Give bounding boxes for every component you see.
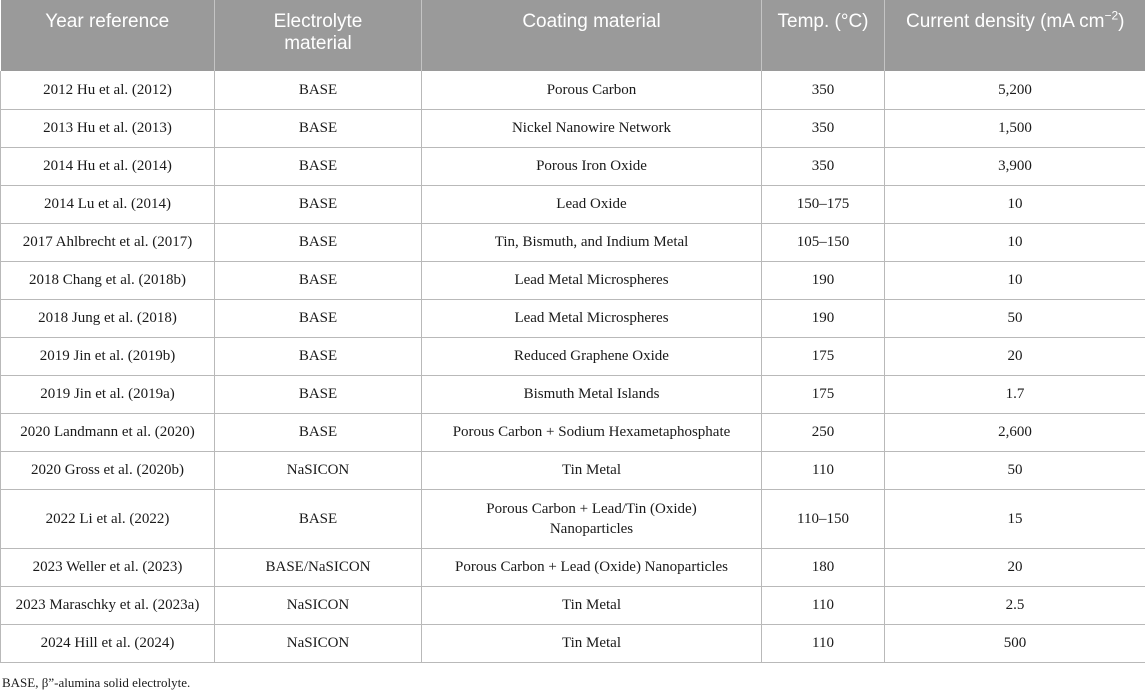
cell-current-density: 1.7 <box>885 375 1145 413</box>
cell-electrolyte: BASE <box>215 109 422 147</box>
cell-current-density: 50 <box>885 299 1145 337</box>
cell-coating: Lead Metal Microspheres <box>422 261 762 299</box>
table-row <box>1 548 1145 586</box>
cell-electrolyte: BASE <box>215 71 422 109</box>
cell-temp: 190 <box>762 261 885 299</box>
cell-current-density: 20 <box>885 548 1145 586</box>
cell-current-density: 3,900 <box>885 147 1145 185</box>
cell-year-reference: 2023 Weller et al. (2023) <box>1 548 215 586</box>
table-row <box>1 71 1145 109</box>
cell-electrolyte: NaSICON <box>215 624 422 662</box>
cell-current-density: 2.5 <box>885 586 1145 624</box>
table-row <box>1 451 1145 489</box>
cell-year-reference: 2014 Lu et al. (2014) <box>1 185 215 223</box>
cell-current-density: 10 <box>885 223 1145 261</box>
cell-year-reference: 2023 Maraschky et al. (2023a) <box>1 586 215 624</box>
cell-coating: Porous Iron Oxide <box>422 147 762 185</box>
header-current-density-label: Current density (mA cm <box>905 11 1105 32</box>
cell-current-density: 1,500 <box>885 109 1145 147</box>
cell-coating: Reduced Graphene Oxide <box>422 337 762 375</box>
cell-year-reference: 2022 Li et al. (2022) <box>1 489 215 548</box>
cell-temp: 175 <box>762 337 885 375</box>
cell-temp: 175 <box>762 375 885 413</box>
cell-current-density: 5,200 <box>885 71 1145 109</box>
cell-current-density: 20 <box>885 337 1145 375</box>
cell-year-reference: 2019 Jin et al. (2019a) <box>1 375 215 413</box>
cell-year-reference: 2024 Hill et al. (2024) <box>1 624 215 662</box>
cell-temp: 150–175 <box>762 185 885 223</box>
table-row <box>1 489 1145 548</box>
cell-electrolyte: BASE <box>215 185 422 223</box>
cell-temp: 250 <box>762 413 885 451</box>
cell-temp: 110 <box>762 624 885 662</box>
cell-electrolyte: BASE <box>215 261 422 299</box>
cell-year-reference: 2019 Jin et al. (2019b) <box>1 337 215 375</box>
cell-current-density: 15 <box>885 489 1145 548</box>
table-row <box>1 109 1145 147</box>
cell-coating: Lead Metal Microspheres <box>422 299 762 337</box>
table-row <box>1 223 1145 261</box>
cell-electrolyte: BASE <box>215 375 422 413</box>
cell-coating: Tin Metal <box>422 586 762 624</box>
cell-electrolyte: BASE <box>215 489 422 548</box>
cell-electrolyte: NaSICON <box>215 451 422 489</box>
cell-electrolyte: BASE <box>215 413 422 451</box>
cell-current-density: 50 <box>885 451 1145 489</box>
table-row <box>1 586 1145 624</box>
cell-temp: 110 <box>762 586 885 624</box>
header-electrolyte: Electrolyte material <box>215 0 422 71</box>
cell-coating: Porous Carbon + Sodium Hexametaphosphate <box>422 413 762 451</box>
table-footnote: BASE, β”-alumina solid electrolyte. <box>2 675 191 690</box>
cell-year-reference: 2018 Chang et al. (2018b) <box>1 261 215 299</box>
cell-coating: Tin Metal <box>422 624 762 662</box>
cell-temp: 350 <box>762 109 885 147</box>
cell-electrolyte: BASE <box>215 223 422 261</box>
cell-current-density: 2,600 <box>885 413 1145 451</box>
header-current-density-close: ) <box>1118 11 1125 32</box>
cell-electrolyte: BASE <box>215 299 422 337</box>
cell-coating: Bismuth Metal Islands <box>422 375 762 413</box>
cell-temp: 190 <box>762 299 885 337</box>
cell-current-density: 500 <box>885 624 1145 662</box>
cell-coating: Porous Carbon + Lead/Tin (Oxide) Nanoparticles <box>422 489 762 548</box>
header-coating: Coating material <box>422 0 762 71</box>
cell-year-reference: 2018 Jung et al. (2018) <box>1 299 215 337</box>
cell-coating: Tin Metal <box>422 451 762 489</box>
cell-electrolyte: BASE <box>215 147 422 185</box>
cell-electrolyte: NaSICON <box>215 586 422 624</box>
table-row <box>1 147 1145 185</box>
cell-year-reference: 2013 Hu et al. (2013) <box>1 109 215 147</box>
cell-current-density: 10 <box>885 185 1145 223</box>
table-row <box>1 624 1145 662</box>
cell-coating: Porous Carbon + Lead (Oxide) Nanoparticles <box>422 548 762 586</box>
header-current-density-exponent: −2 <box>1104 8 1119 23</box>
table-row <box>1 375 1145 413</box>
cell-coating: Nickel Nanowire Network <box>422 109 762 147</box>
header-temp: Temp. (°C) <box>762 0 885 71</box>
cell-electrolyte: BASE/NaSICON <box>215 548 422 586</box>
table-body <box>1 71 1145 662</box>
header-row <box>1 0 1145 71</box>
cell-year-reference: 2020 Landmann et al. (2020) <box>1 413 215 451</box>
cell-year-reference: 2017 Ahlbrecht et al. (2017) <box>1 223 215 261</box>
cell-coating: Tin, Bismuth, and Indium Metal <box>422 223 762 261</box>
cell-temp: 350 <box>762 147 885 185</box>
cell-temp: 180 <box>762 548 885 586</box>
cell-temp: 350 <box>762 71 885 109</box>
cell-year-reference: 2012 Hu et al. (2012) <box>1 71 215 109</box>
table-row <box>1 299 1145 337</box>
table-row <box>1 337 1145 375</box>
cell-current-density: 10 <box>885 261 1145 299</box>
cell-year-reference: 2020 Gross et al. (2020b) <box>1 451 215 489</box>
table-row <box>1 413 1145 451</box>
header-current-density <box>885 0 1145 71</box>
table-row <box>1 261 1145 299</box>
table-row <box>1 185 1145 223</box>
cell-year-reference: 2014 Hu et al. (2014) <box>1 147 215 185</box>
header-year-reference: Year reference <box>1 0 215 71</box>
cell-electrolyte: BASE <box>215 337 422 375</box>
cell-coating: Porous Carbon <box>422 71 762 109</box>
cell-temp: 105–150 <box>762 223 885 261</box>
cell-coating: Lead Oxide <box>422 185 762 223</box>
cell-temp: 110 <box>762 451 885 489</box>
cell-temp: 110–150 <box>762 489 885 548</box>
